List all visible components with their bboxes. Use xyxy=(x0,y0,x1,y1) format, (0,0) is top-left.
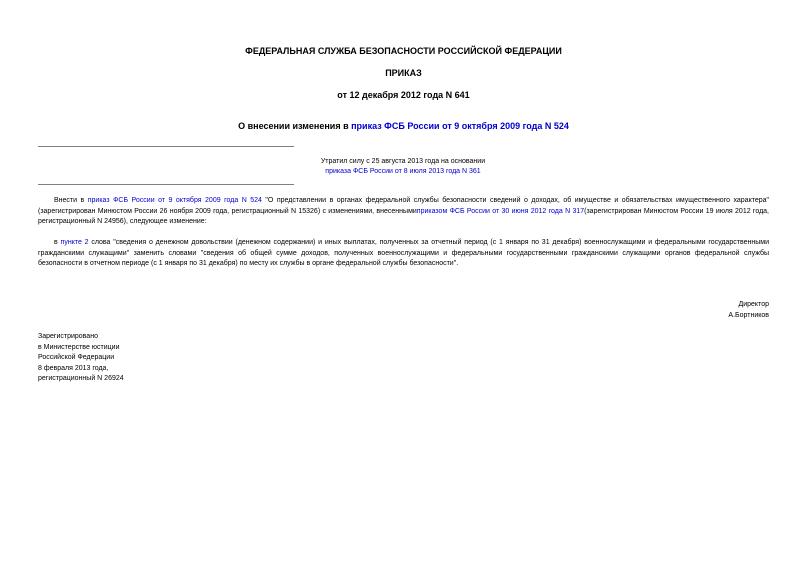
bottom-divider xyxy=(38,184,294,185)
document-date: от 12 декабря 2012 года N 641 xyxy=(337,90,470,100)
document-title xyxy=(0,121,807,132)
registration-line: Зарегистрировано xyxy=(38,333,98,340)
para2-text-2: слова "сведения о денежном довольствии (денежном содержании) и иных выплатах, полученных за отчетный период (с 1 января по 31 декабря) военнослужащими и федеральными государственными гражданскими служащими" заменить словами "сведения об общей сумме доходов, полученных военнослужащими и федеральными государственными гражданскими служащими органов федеральной службы безопасности в отчетном периоде (с 1 января по 31 декабря) по месту их службы в органе федеральной службы безопасности". xyxy=(38,239,770,267)
top-divider xyxy=(38,146,294,147)
signer-position: Директор xyxy=(738,301,769,308)
registration-line: 8 февраля 2013 года, xyxy=(38,364,109,372)
title-prefix: О внесении изменения в xyxy=(238,121,352,131)
order-317-link[interactable]: приказом ФСБ России от 30 июня 2012 года N 317 xyxy=(416,207,585,215)
status-note xyxy=(316,157,490,177)
agency-name: ФЕДЕРАЛЬНАЯ СЛУЖБА БЕЗОПАСНОСТИ РОССИЙСКОЙ ФЕДЕРАЦИИ xyxy=(245,46,562,56)
registration-line: Российской Федерации xyxy=(38,354,115,361)
registration-line: в Министерстве юстиции xyxy=(38,343,120,351)
registration-line: регистрационный N 26924 xyxy=(38,375,124,382)
signature-block xyxy=(728,300,769,321)
paragraph-amendment xyxy=(38,196,769,228)
status-order-link[interactable]: приказа ФСБ России от 8 июля 2013 года N 361 xyxy=(325,168,481,175)
para1-text-3: (зарегистрирован Минюстом России 19 июля 2012 года, регистрационный N 24956), следующее изменение: xyxy=(38,207,769,225)
para2-text-1: в xyxy=(54,239,61,246)
para1-text-2: "О представлении в органах федеральной службы безопасности сведений о доходах, об имуществе и обязательствах имущественного характера" (зарегистрирован Минюстом России 26 ноября 2009 года, регистрационный N 15326) с изменениями, внесенными xyxy=(38,197,770,215)
paragraph-change xyxy=(38,238,769,270)
registration-block xyxy=(38,332,124,385)
title-order-link[interactable]: приказ ФСБ России от 9 октября 2009 года N 524 xyxy=(351,121,569,131)
order-524-link[interactable]: приказ ФСБ России от 9 октября 2009 года N 524 xyxy=(87,197,262,204)
document-type: ПРИКАЗ xyxy=(385,68,422,78)
status-text: Утратил силу с 25 августа 2013 года на основании xyxy=(320,158,486,165)
para1-text-1: Внести в xyxy=(54,197,88,204)
signer-name: А.Бортников xyxy=(728,311,769,319)
clause-2-link[interactable]: пункте 2 xyxy=(60,239,89,246)
